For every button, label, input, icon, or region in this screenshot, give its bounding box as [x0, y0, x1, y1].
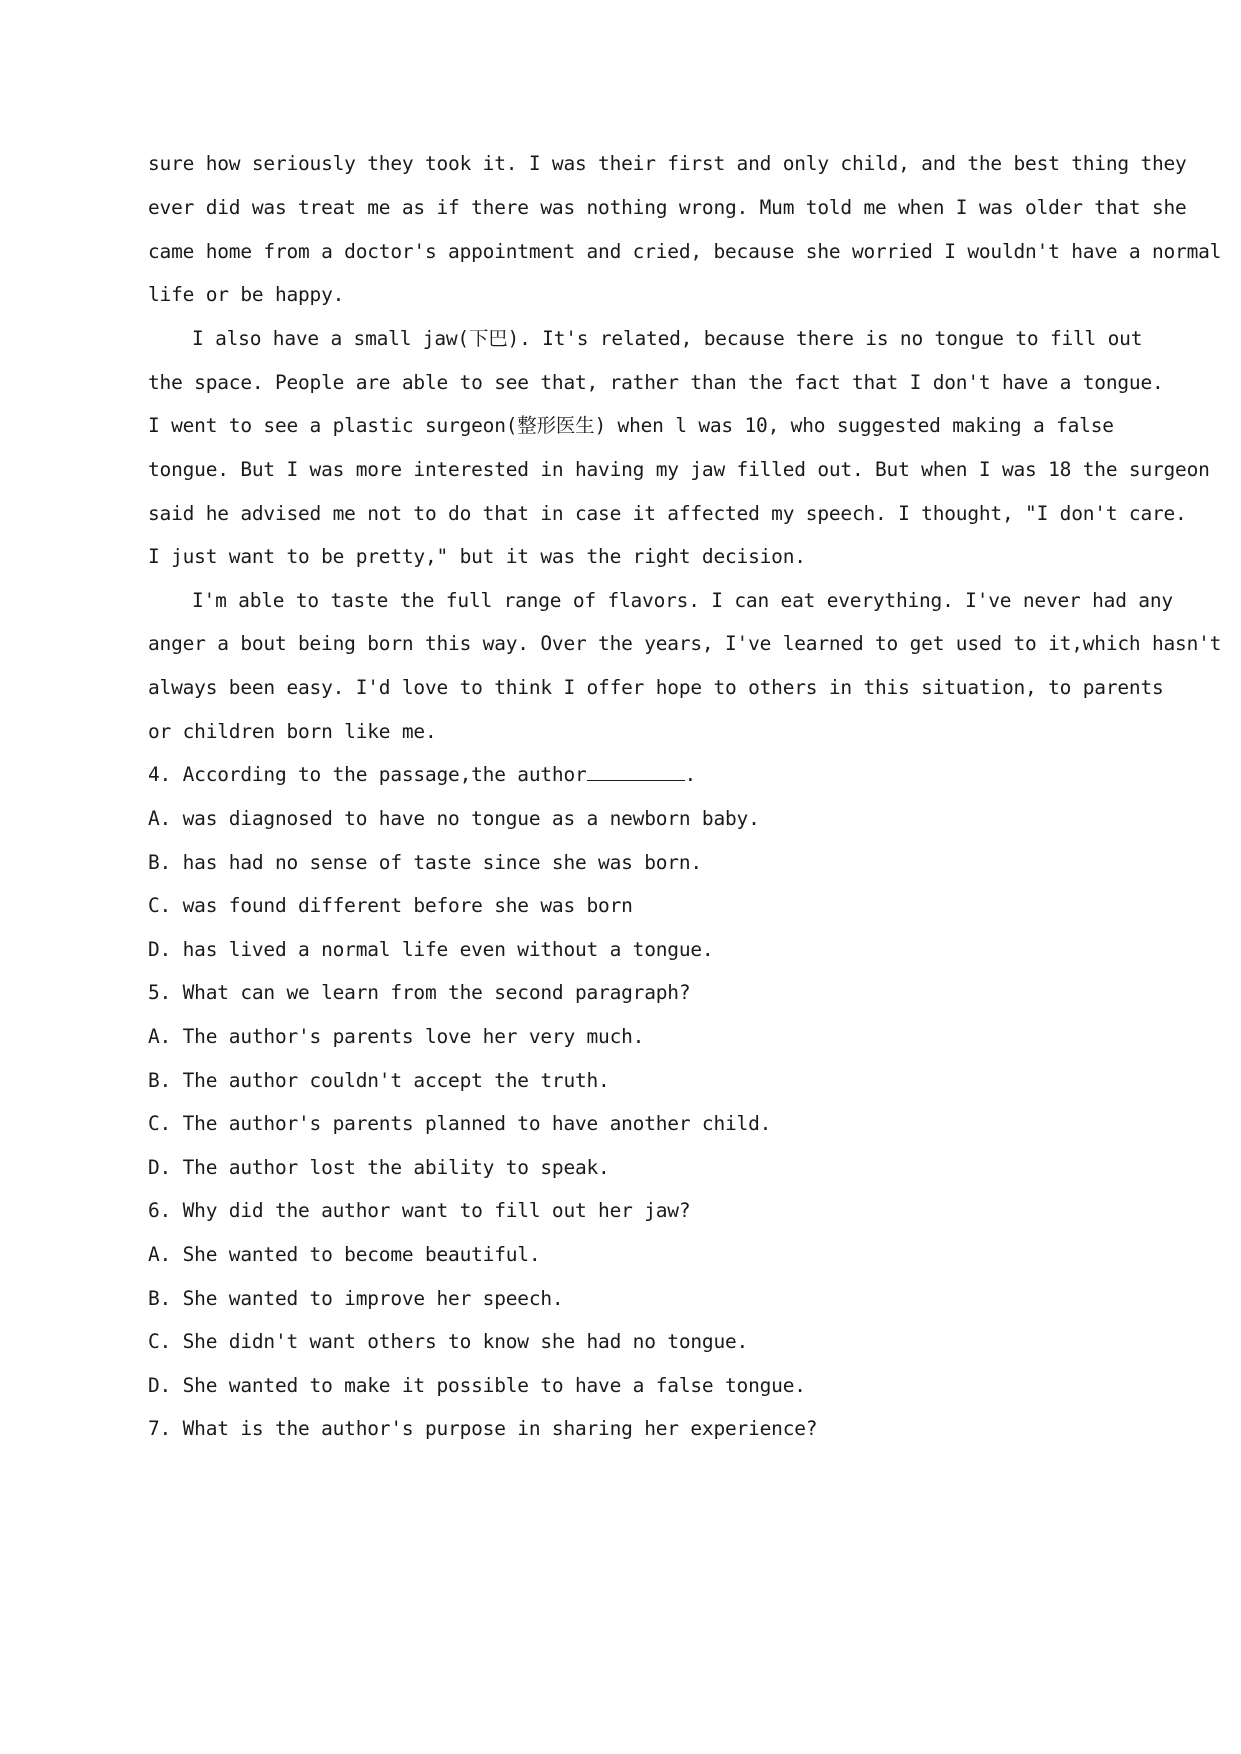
question-stem: 5. What can we learn from the second paragraph? [148, 981, 691, 1004]
paragraph-line: tongue. But I was more interested in having my jaw filled out. But when I was 18 the surgeon [148, 458, 1210, 481]
option-d: D. The author lost the ability to speak. [148, 1156, 610, 1179]
option-c: C. The author's parents planned to have another child. [148, 1112, 772, 1135]
answer-blank[interactable] [587, 762, 685, 781]
option-c: C. She didn't want others to know she had no tongue. [148, 1330, 749, 1353]
question-stem-end: . [684, 763, 697, 786]
question-stem: 6. Why did the author want to fill out her jaw? [148, 1199, 691, 1222]
paragraph-line: anger a bout being born this way. Over the years, I've learned to get used to it,which hasn't [148, 632, 1222, 655]
paragraph-line: always been easy. I'd love to think I offer hope to others in this situation, to parents [148, 676, 1164, 699]
option-a: A. She wanted to become beautiful. [148, 1243, 541, 1266]
question-stem [148, 761, 696, 789]
option-c: C. was found different before she was born [148, 894, 633, 917]
option-b: B. She wanted to improve her speech. [148, 1287, 564, 1310]
paragraph-line: I just want to be pretty," but it was the right decision. [148, 545, 806, 568]
question-stem: 7. What is the author's purpose in sharing her experience? [148, 1417, 818, 1440]
option-a: A. The author's parents love her very much. [148, 1025, 645, 1048]
paragraph-line: life or be happy. [148, 283, 345, 306]
option-d: D. She wanted to make it possible to have a false tongue. [148, 1374, 806, 1397]
paragraph-line: the space. People are able to see that, rather than the fact that I don't have a tongue. [148, 371, 1164, 394]
paragraph-line: I went to see a plastic surgeon(整形医生) when l was 10, who suggested making a false [148, 414, 1114, 437]
question-stem-text: 4. According to the passage,the author [148, 763, 587, 786]
paragraph-line: came home from a doctor's appointment and cried, because she worried I wouldn't have a normal [148, 240, 1222, 263]
option-d: D. has lived a normal life even without a tongue. [148, 938, 714, 961]
paragraph-line: I also have a small jaw(下巴). It's related, because there is no tongue to fill out [192, 327, 1143, 350]
paragraph-line: said he advised me not to do that in case it affected my speech. I thought, "I don't care. [148, 502, 1187, 525]
paragraph-line: ever did was treat me as if there was nothing wrong. Mum told me when I was older that she [148, 196, 1187, 219]
paragraph-line: I'm able to taste the full range of flavors. I can eat everything. I've never had any [192, 589, 1173, 612]
paragraph-line: sure how seriously they took it. I was their first and only child, and the best thing they [148, 152, 1187, 175]
option-b: B. The author couldn't accept the truth. [148, 1069, 610, 1092]
option-a: A. was diagnosed to have no tongue as a newborn baby. [148, 807, 760, 830]
option-b: B. has had no sense of taste since she was born. [148, 851, 702, 874]
paragraph-line: or children born like me. [148, 720, 437, 743]
